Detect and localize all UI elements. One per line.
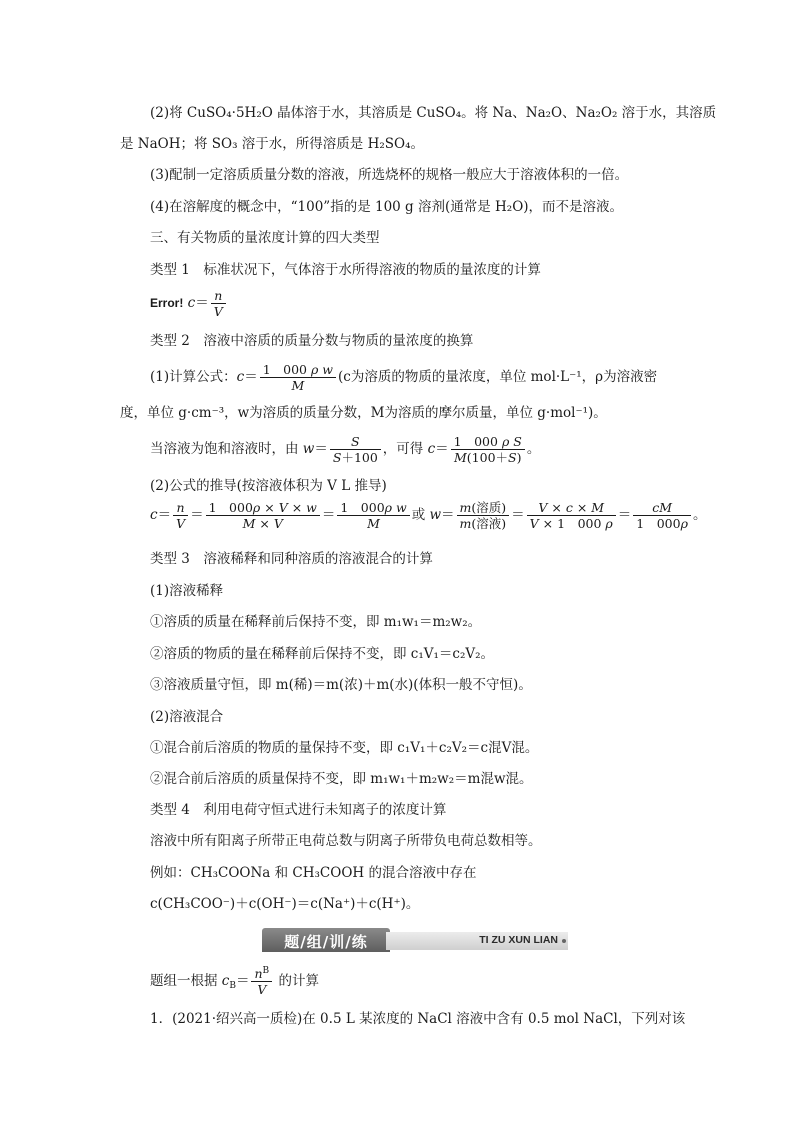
formula: c＝ $\frac{\text{1 000 ρ S}}{M(100+S)}$ 。 (427, 434, 541, 465)
paragraph-line: 溶液中所有阳离子所带正电荷总数与阴离子所带负电荷总数相等。 (150, 833, 542, 849)
formula-line: (1)计算公式：c＝ $\frac{\text{1 000 ρ w}}{M}$ (c为溶质的物质的量浓度，单位 mol·L⁻¹，ρ为溶液密 (150, 362, 658, 393)
formula: w＝ $\frac{S}{S+100}$ (303, 441, 383, 457)
formula: $c_B=$ $\frac{n^B}{V}$ (222, 973, 274, 989)
banner-subtitle: TI ZU XUN LIAN (479, 934, 558, 946)
type-heading: 类型 3 溶液稀释和同种溶质的溶液混合的计算 (150, 551, 433, 567)
paragraph-line: 度，单位 g·cm⁻³，w为溶质的质量分数，M为溶质的摩尔质量，单位 g·mol⁻¹)。 (120, 405, 607, 421)
paragraph-line: ②混合前后溶质的质量保持不变，即 m₁w₁＋m₂w₂＝m混w混。 (150, 771, 533, 787)
paragraph-line: (1)溶液稀释 (150, 583, 224, 599)
banner-bar (386, 932, 568, 950)
paragraph-line: (4)在溶解度的概念中，“100”指的是 100 g 溶剂(通常是 H₂O)，而不是溶液。 (150, 199, 624, 215)
paragraph-line: ①溶质的质量在稀释前后保持不变，即 m₁w₁＝m₂w₂。 (150, 614, 482, 630)
paragraph-line: c(CH₃COO⁻)＋c(OH⁻)＝c(Na⁺)＋c(H⁺)。 (150, 896, 420, 912)
subsection-heading: 题组一根据 $c_B=$ $\frac{n^B}{V}$ 的计算 (150, 966, 319, 997)
paragraph-line: ①混合前后溶质的物质的量保持不变，即 c₁V₁＋c₂V₂＝c混V混。 (150, 740, 539, 756)
derivation-formula: c＝ $\frac{n}{V}$ ＝ $\frac{1 000\rho \times V \times w}{M \times V}$ ＝ $\frac{\text{1 000ρ w}}{M}$ 或 w＝ $\frac{\text{m(溶质)}}{\text{m(溶液)}}$ ＝ $\frac{V \times c \times M}{V \times 1 000 \rho}$ ＝ $\frac{cM}{1 000\rho}$ 。 (150, 500, 707, 531)
question-line: 1．(2021·绍兴高一质检)在 0.5 L 某浓度的 NaCl 溶液中含有 0.5 mol NaCl，下列对该 (150, 1011, 686, 1027)
formula-line: 当溶液为饱和溶液时，由 w＝ $\frac{S}{S+100}$ ，可得 c＝ $\frac{\text{1 000 ρ S}}{M(100+S)}$ 。 (150, 434, 541, 465)
formula: c＝ $\frac{n}{V}$ (188, 295, 228, 311)
paragraph-line: (2)溶液混合 (150, 709, 224, 725)
banner-tab (262, 928, 390, 952)
section-heading: 三、有关物质的量浓度计算的四大类型 (150, 230, 380, 246)
banner-title: 题/组/训/练 (284, 933, 368, 951)
paragraph-line: 是 NaOH；将 SO₃ 溶于水，所得溶质是 H₂SO₄。 (120, 136, 425, 152)
bullet-icon (562, 939, 566, 943)
paragraph-line: 例如：CH₃COONa 和 CH₃COOH 的混合溶液中存在 (150, 865, 477, 881)
type-heading: 类型 1 标准状况下，气体溶于水所得溶液的物质的量浓度的计算 (150, 262, 541, 278)
formula: c＝ $\frac{\text{1 000 ρ w}}{M}$ (237, 369, 338, 385)
paragraph-line: (2)公式的推导(按溶液体积为 V L 推导) (150, 478, 387, 494)
type-heading: 类型 2 溶液中溶质的质量分数与物质的量浓度的换算 (150, 333, 474, 349)
paragraph-line: ②溶质的物质的量在稀释前后保持不变，即 c₁V₁＝c₂V₂。 (150, 646, 495, 662)
error-marker: Error! (150, 296, 184, 310)
paragraph-line: (3)配制一定溶质质量分数的溶液，所选烧杯的规格一般应大于溶液体积的一倍。 (150, 167, 629, 183)
paragraph-line: (2)将 CuSO₄·5H₂O 晶体溶于水，其溶质是 CuSO₄。将 Na、Na₂O、Na₂O₂ 溶于水，其溶质 (150, 105, 717, 121)
type-heading: 类型 4 利用电荷守恒式进行未知离子的浓度计算 (150, 802, 447, 818)
section-banner (262, 928, 568, 952)
paragraph-line: ③溶液质量守恒，即 m(稀)＝m(浓)＋m(水)(体积一般不守恒)。 (150, 677, 532, 693)
formula-line (150, 288, 228, 319)
